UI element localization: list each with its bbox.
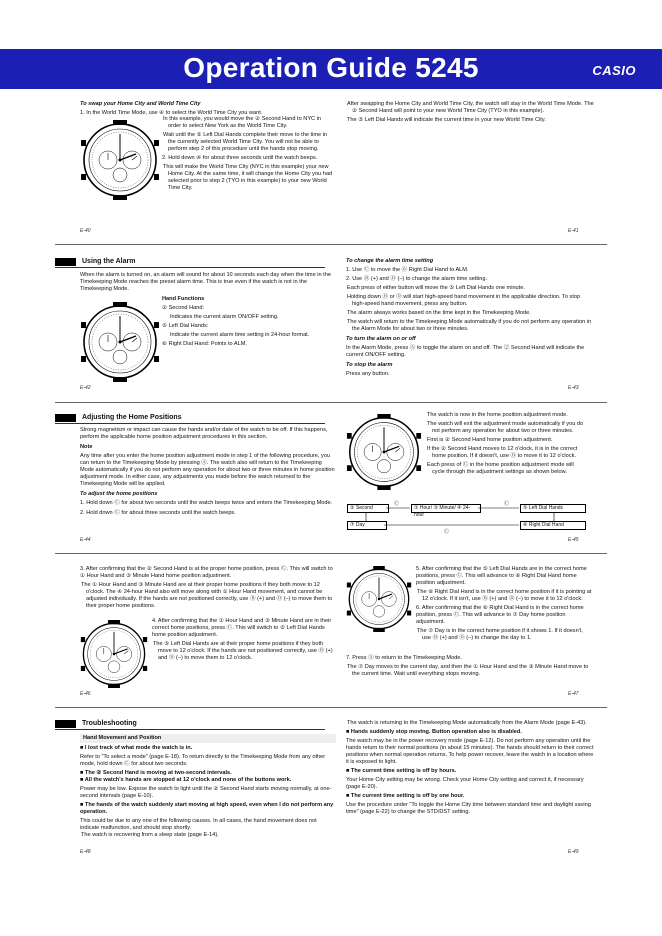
section-bar [55,720,76,728]
answer: The watch may be in the power recovery mode (page E-12). Do not perform any operation until the hands return to their normal positions (in about 15 minutes). The hands should return to their correct positions when normal operation returns. To help power recover, leave the watch in a location where it is exposed to light. [346,738,594,765]
page-number: E-48 [80,849,91,855]
step-4: 4. After confirming that the ① Hour Hand and ③ Minute Hand are in their correct home positions, press Ⓒ. This will switch to ⑤ Left Dial Hands home position adjustment. [152,618,332,638]
answer: This could be due to any one of the following causes. In all cases, the hand movement does not indicate malfunction, and should stop shortly. [80,818,317,831]
answer: Use the procedure under "To toggle the Home City time between standard time and daylight saving time" (page E-22) to change the STD/DST setting. [346,802,591,815]
question: ■ I lost track of what mode the watch is in. [80,745,193,751]
button-c-label: Ⓒ [394,501,400,507]
step-6: 6. After confirming that the ⑥ Right Dial Hand is in the correct home position, press Ⓒ. This will advance to ⑦ Day home position adjustment. [416,605,584,625]
intro-text: Strong magnetism or impact can cause the hands and/or date of the watch to be off. If this happens, perform the applicable home position adjustment procedures in this section. [80,427,328,440]
page-number: E-45 [568,537,579,543]
subsection-title: Hand Movement and Position [80,734,336,743]
button-c-label: Ⓒ [444,529,450,535]
bullet: The ① Hour Hand and ③ Minute Hand are at their proper home positions if they both move to 12 o'clock. The ④ 24-hour Hand also will move along with ① Hour Hand movement, and cannot be adjusted individually. If the hands are not positioned correctly, use Ⓑ (+) and Ⓓ (–) to move them to their proper home positions. [81,582,333,609]
bullet: The ⑦ Day moves to the current day, and then the ① Hour Hand and the ③ Minute Hand move to the current time. Wait until everything stops moving. [347,664,589,677]
answer: Power may be low. Expose the watch to light until the ② Second Hand starts moving normally, at one-second intervals (page E-10). [80,786,332,799]
section-title: Using the Alarm [82,258,136,265]
step-2: 2. Hold down ④ for about three seconds until the watch beeps. [162,155,318,161]
bullet: This will make the World Time City (NYC in this example) your new Home City. At the same time, it will change the Home City you had selected prior to step 2 (TYO in this example) to your new World Time City. [163,164,333,191]
hand-functions-title: Hand Functions [162,296,205,302]
question: ■ The current time setting is off by hours. [346,768,457,774]
step-7: 7. Press Ⓐ to return to the Timekeeping Mode. [346,655,462,661]
cycle-box-left-dial: ⑤ Left Dial Hands [520,504,586,513]
bullet: The watch will return to the Timekeeping Mode automatically if you do not perform any operation in the Alarm Mode for about two or three minutes. [347,319,592,332]
page-e47-bottom [346,655,594,680]
section-title: Troubleshooting [82,720,137,727]
bullet: The alarm always works based on the time kept in the Timekeeping Mode. [347,310,531,316]
step-1: 1. Hold down Ⓒ for about two seconds until the watch beeps twice and enters the Timekeeping Mode. [80,500,333,506]
step-5: 5. After confirming that the ⑤ Left Dial Hands are in the correct home positions, press Ⓒ. This will advance to ⑥ Right Dial Hand home position adjustment. [416,566,587,586]
cycle-box-right-dial: ⑥ Right Dial Hand [520,521,586,530]
heading-adjust: To adjust the home positions [80,491,158,497]
bullet: The watch is returning to the Timekeeping Mode automatically from the Alarm Mode (page E-43). [347,720,587,726]
page-e45 [426,412,586,478]
page-e49 [346,720,594,818]
page-number: E-47 [568,691,579,697]
bullet: The watch will exit the adjustment mode automatically if you do not perform any operation for about two or three minutes. [427,421,584,434]
cycle-box-second: ② Second [347,504,389,513]
section-bar [55,258,76,266]
section-heading-alarm [55,258,325,268]
page-number: E-49 [568,849,579,855]
page-title: Operation Guide 5245 [183,52,479,83]
hf-second-desc: Indicates the current alarm ON/OFF setting. [170,314,279,320]
divider [55,553,607,554]
bullet: After swapping the Home City and World Time City, the watch will stay in the World Time Mode. The ② Second Hand will point to your new World Time City (TYO in this example). [347,101,594,114]
question: ■ The ② Second Hand is moving at two-second intervals. [80,770,232,776]
page-e46 [80,566,336,612]
answer: Refer to "To select a mode" (page E-18). To return directly to the Timekeeping Mode from any other mode, hold down Ⓒ for about two seconds. [80,754,326,767]
bullet: First is ② Second Hand home position adjustment. [427,437,553,443]
watch-diagram-e45 [346,414,422,490]
hf-second: ② Second Hand: [162,305,205,311]
heading-alarm-onoff: To turn the alarm on or off [346,336,416,342]
page-e44 [80,427,336,519]
hf-left: ⑤ Left Dial Hands: [162,323,209,329]
intro-text: When the alarm is turned on, an alarm will sound for about 10 seconds each day when the time in the Timekeeping Mode reaches the preset alarm time. This is true even if the watch is not in the Timekeeping Mode. [80,272,331,292]
bullet: The ⑦ Day is in the correct home position if it shows 1. If it doesn't, use Ⓑ (+) and Ⓓ (–) to change the day to 1. [417,628,583,641]
divider [55,402,607,403]
page-number: E-41 [568,228,579,234]
question: ■ The hands of the watch suddenly start moving at high speed, even when I do not perform any operation. [80,802,334,815]
bullet: Wait until the ⑤ Left Dial Hands complete their move to the time in the currently selected World Time City. You will not be able to perform step 2 of this procedure until the hands stop moving. [163,132,327,152]
stop-alarm-text: Press any button. [346,371,390,377]
button-c-label: Ⓒ [504,501,510,507]
header-bar [0,49,662,89]
page-e46-right [152,618,336,664]
page-e40-right [162,116,334,194]
answer: Your Home City setting may be wrong. Check your Home City setting and correct it, if necessary (page E-20). [346,777,584,790]
heading-stop-alarm: To stop the alarm [346,362,393,368]
note-text: Any time after you enter the home position adjustment mode in step 1 of the following procedure, you can return to the Timekeeping Mode by pressing Ⓐ. The watch also will return to the Timekeeping Mode automatically if you do not perform any operation for about two or three minutes in home position adjustment mode. In either case, any adjustments you made before the watch returned to the Timekeeping Mode will be applied. [80,453,335,487]
page-e41 [346,101,594,126]
step-1: 1. Use Ⓒ to move the ⑥ Right Dial Hand to ALM. [346,267,469,273]
heading-change-alarm: To change the alarm time setting [346,258,434,264]
cycle-box-day: ⑦ Day [347,521,387,530]
question: ■ All the watch's hands are stopped at 12 o'clock and none of the buttons work. [80,777,292,783]
hf-left-desc: Indicate the current alarm time setting in 24-hour format. [170,332,310,338]
page-number: E-46 [80,691,91,697]
page-e48 [80,734,336,841]
bullet: The watch is recovering from a sleep state (page E-14). [81,832,219,838]
step-2: 2. Use Ⓑ (+) and Ⓓ (–) to change the alarm time setting. [346,276,487,282]
watch-diagram-e42 [80,302,160,382]
page-e43 [346,258,594,380]
step-3: 3. After confirming that the ② Second Hand is at the proper home position, press Ⓒ. This will switch to ① Hour Hand and ③ Minute Hand home position adjustment. [80,566,333,579]
section-heading-troubleshooting [55,720,325,730]
divider [55,244,607,245]
step-1: 1. In the World Time Mode, use ④ to select the World Time City you want. [80,110,263,116]
hand-functions [162,296,332,350]
page-number: E-40 [80,228,91,234]
section-bar [55,414,76,422]
heading-swap-city: To swap your Home City and World Time City [80,101,201,107]
bullet: Each press of Ⓒ in the home position adjustment mode will cycle through the adjustment settings as shown below. [427,462,574,475]
watch-diagram-e46 [80,620,148,688]
section-title: Adjusting the Home Positions [82,414,182,421]
bullet: The ⑤ Left Dial Hands will indicate the current time in your new World Time City. [347,117,546,123]
question: ■ The current time setting is off by one hour. [346,793,465,799]
step-2: 2. Hold down Ⓒ for about three seconds until the watch beeps. [80,510,236,516]
cycle-box-hour: ① Hour/ ③ Minute/ ④ 24-hour [411,504,481,513]
page-e47 [416,566,592,644]
bullet: The ⑥ Right Dial Hand is in the correct home position if it is pointing at 12 o'clock. If it isn't, use Ⓑ (+) and Ⓓ (–) to move it to 12 o'clock. [417,589,592,602]
note-title: Note [80,444,93,450]
watch-diagram-e47 [346,566,412,632]
bullet: If the ② Second Hand moves to 12 o'clock, it is in the correct home position. If it doesn't, use Ⓑ to move it to 12 o'clock. [427,446,578,459]
watch-diagram-e40 [80,120,160,200]
bullet: The watch is now in the home position adjustment mode. [427,412,568,418]
page-e42 [80,272,332,295]
question: ■ Hands suddenly stop moving. Button operation also is disabled. [346,729,522,735]
brand-logo: CASIO [592,63,636,78]
divider [55,707,607,708]
bullet: Holding down Ⓑ or Ⓓ will start high-speed hand movement in the applicable direction. To stop high-speed hand movement, press any button. [347,294,581,307]
page-number: E-44 [80,537,91,543]
page-number: E-42 [80,385,91,391]
bullet: The ⑤ Left Dial Hands are at their proper home positions if they both move to 12 o'clock. If the hands are not positioned correctly, use Ⓑ (+) and Ⓓ (–) to move them to 12 o'clock. [153,641,333,661]
adjustment-cycle-diagram [344,500,586,540]
section-heading-home-positions [55,414,325,424]
alarm-onoff-text: In the Alarm Mode, press Ⓐ to toggle the alarm on and off. The ② Second Hand will indicate the current ON/OFF setting. [346,345,585,358]
bullet: Each press of either button will move the ⑤ Left Dial Hands one minute. [347,285,525,291]
hf-right: ⑥ Right Dial Hand: Points to ALM. [162,341,247,347]
bullet: In this example, you would move the ② Second Hand to NYC in order to select New York as the World Time City. [163,116,321,129]
page-number: E-43 [568,385,579,391]
